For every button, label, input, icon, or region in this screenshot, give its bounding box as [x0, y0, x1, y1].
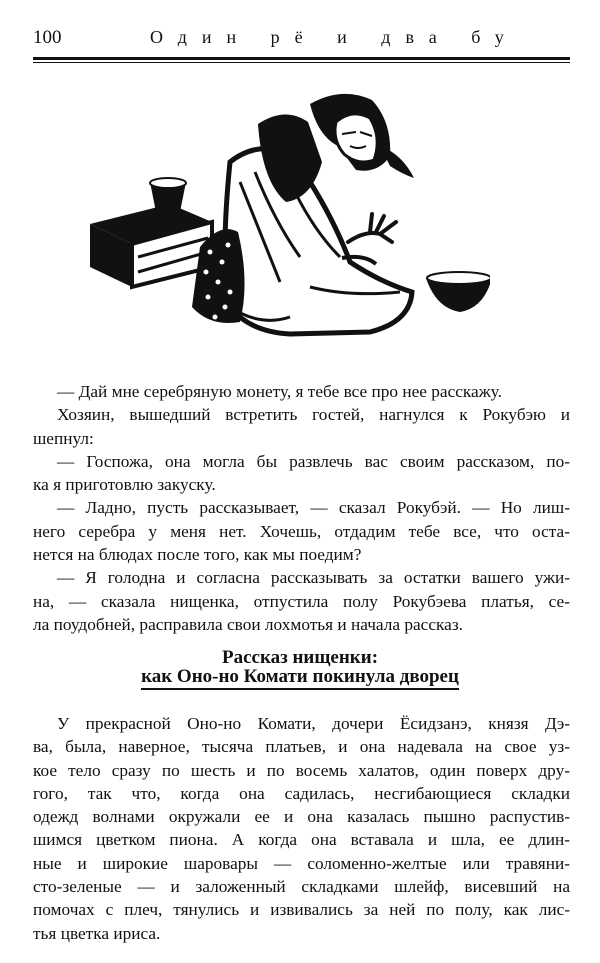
section-heading-line-2 — [0, 664, 600, 689]
text-line: — Ладно, пусть рассказывает, — сказал Рокубэй. — Но лиш- — [57, 498, 570, 518]
text-line: ла поудобней, расправила свои лохмотья и начала рассказ. — [33, 614, 463, 634]
text-line: ка я приготовлю закуску. — [33, 475, 216, 495]
text-line: — Я голодна и согласна рассказывать за остатки вашего ужи- — [57, 568, 570, 588]
text-block-top — [33, 380, 570, 636]
section-heading-line-1: Рассказ нищенки: — [221, 647, 379, 668]
text-line: Хозяин, вышедший встретить гостей, нагнулся к Рокубэю и — [57, 405, 570, 425]
header-rule-thick — [33, 57, 570, 60]
text-line: — Госпожа, она могла бы развлечь вас своим рассказом, по- — [57, 451, 570, 471]
text-line: ва, была, наверное, тысяча платьев, и она надевала на свое уз- — [33, 737, 570, 757]
text-line: гого, так что, когда она садилась, несгибающиеся складки — [33, 783, 570, 803]
section-heading-text: как Оно-но Комати покинула дворец — [141, 666, 459, 690]
beggar-woman-illustration — [80, 82, 490, 372]
text-block-bottom — [33, 712, 570, 945]
text-line: одежд волнами окружали ее и она казалась пышно распустив- — [33, 807, 570, 827]
text-line: кое тело сразу по шесть и по восемь халатов, один поверх дру- — [33, 760, 570, 780]
page-number: 100 — [33, 27, 62, 48]
text-line: — Дай мне серебряную монету, я тебе все про нее расскажу. — [57, 382, 502, 401]
text-line: сто-зеленые — и заложенный складками шлейф, висевший на — [33, 877, 570, 897]
header-rule-thin — [33, 62, 570, 63]
text-line: тья цветка ириса. — [33, 923, 161, 943]
text-line: шепнул: — [33, 428, 94, 448]
text-line: У прекрасной Оно-но Комати, дочери Ёсидзанэ, князя Дэ- — [57, 714, 570, 733]
text-line: шимся цветком пиона. А когда она вставала и шла, ее длин- — [33, 830, 570, 850]
text-line: помочах с плеч, тянулись и извивались за ней по полу, как лис- — [33, 900, 570, 920]
text-line: нется на блюдах после того, как мы поедим? — [33, 545, 362, 565]
text-line: на, — сказала нищенка, отпустила полу Рокубэева платья, се- — [33, 591, 570, 611]
text-line: ные и широкие шаровары — соломенно-желтые или травяни- — [33, 853, 570, 873]
text-line: него серебра у меня нет. Хочешь, отдадим тебе все, что оста- — [33, 521, 570, 541]
running-title: Один рё и два бу — [150, 27, 519, 47]
